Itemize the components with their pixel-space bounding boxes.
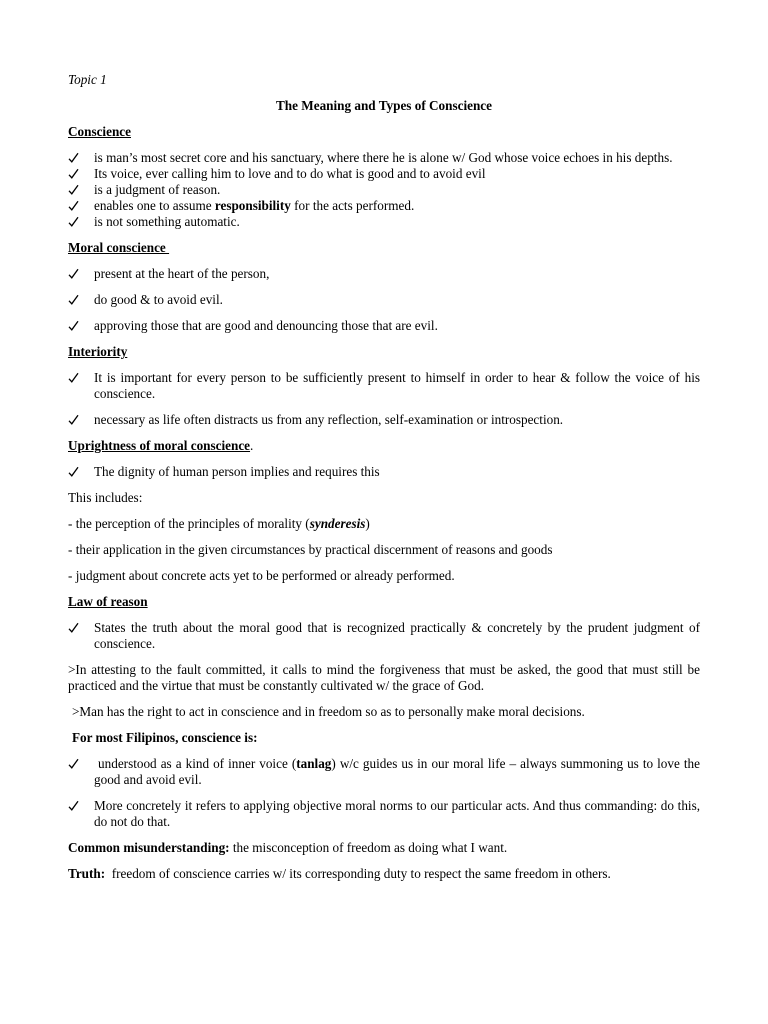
filipinos-list [68,756,700,830]
list-item: is a judgment of reason. [68,182,700,198]
moral-conscience-list [68,266,700,334]
includes-line: - the perception of the principles of morality (synderesis) [68,516,370,531]
list-item: is man’s most secret core and his sanctuary, where there he is alone w/ God whose voice echoes in his depths. [68,150,700,166]
list-item: do good & to avoid evil. [68,292,700,308]
list-item: approving those that are good and denouncing those that are evil. [68,318,700,334]
heading-filipinos: For most Filipinos, conscience is: [72,730,258,745]
truth-label: Truth: [68,866,106,881]
heading-uprightness: Uprightness of moral conscience. [68,438,254,453]
heading-interiority: Interiority [68,344,128,359]
list-item: Its voice, ever calling him to love and to do what is good and to avoid evil [68,166,700,182]
includes-label: This includes: [68,490,143,505]
list-item: is not something automatic. [68,214,700,230]
check-icon [68,292,82,308]
conscience-list [68,150,700,230]
law-of-reason-list [68,620,700,652]
list-item: necessary as life often distracts us from any reflection, self-examination or introspection. [68,412,700,428]
list-item: More concretely it refers to applying objective moral norms to our particular acts. And thus commanding: do this, do not do that. [68,798,700,830]
check-icon [68,412,82,428]
includes-line: - their application in the given circumstances by practical discernment of reasons and goods [68,542,553,557]
list-item: States the truth about the moral good that is recognized practically & concretely by the prudent judgment of conscience. [68,620,700,652]
misunderstanding-label: Common misunderstanding: [68,840,230,855]
document-title: The Meaning and Types of Conscience [275,98,493,113]
check-icon [68,370,82,386]
check-icon [68,214,82,230]
check-icon [68,182,82,198]
topic-label: Topic 1 [68,72,107,87]
check-icon [68,198,82,214]
check-icon [68,620,82,636]
check-icon [68,798,82,814]
uprightness-list [68,464,700,480]
list-item: The dignity of human person implies and requires this [68,464,700,480]
interiority-list [68,370,700,428]
list-item: enables one to assume responsibility for the acts performed. [68,198,700,214]
tanlag-term: tanlag [296,756,332,771]
list-item: It is important for every person to be sufficiently present to himself in order to hear & follow the voice of his conscience. [68,370,700,402]
bold-term: responsibility [214,198,291,213]
check-icon [68,166,82,182]
heading-conscience: Conscience [68,124,131,139]
check-icon [68,464,82,480]
list-item: present at the heart of the person, [68,266,700,282]
check-icon [68,318,82,334]
check-icon [68,756,82,772]
heading-law-of-reason: Law of reason [68,594,148,609]
check-icon [68,266,82,282]
check-icon [68,150,82,166]
heading-moral-conscience: Moral conscience [68,240,170,255]
paragraph: >In attesting to the fault committed, it calls to mind the forgiveness that must be asked, the good that must still be practiced and the virtue that must be constantly cultivated w/ the grace of God. [68,662,700,693]
includes-line: - judgment about concrete acts yet to be performed or already performed. [68,568,455,583]
paragraph: >Man has the right to act in conscience and in freedom so as to personally make moral decisions. [72,704,585,719]
misunderstanding-line: Common misunderstanding: the misconception of freedom as doing what I want. [68,840,508,855]
synderesis-term: synderesis [309,516,366,531]
document-body [68,72,700,892]
list-item: understood as a kind of inner voice (tanlag) w/c guides us in our moral life – always summoning us to love the good and avoid evil. [68,756,700,788]
truth-line: Truth: freedom of conscience carries w/ its corresponding duty to respect the same freedom in others. [68,866,611,881]
